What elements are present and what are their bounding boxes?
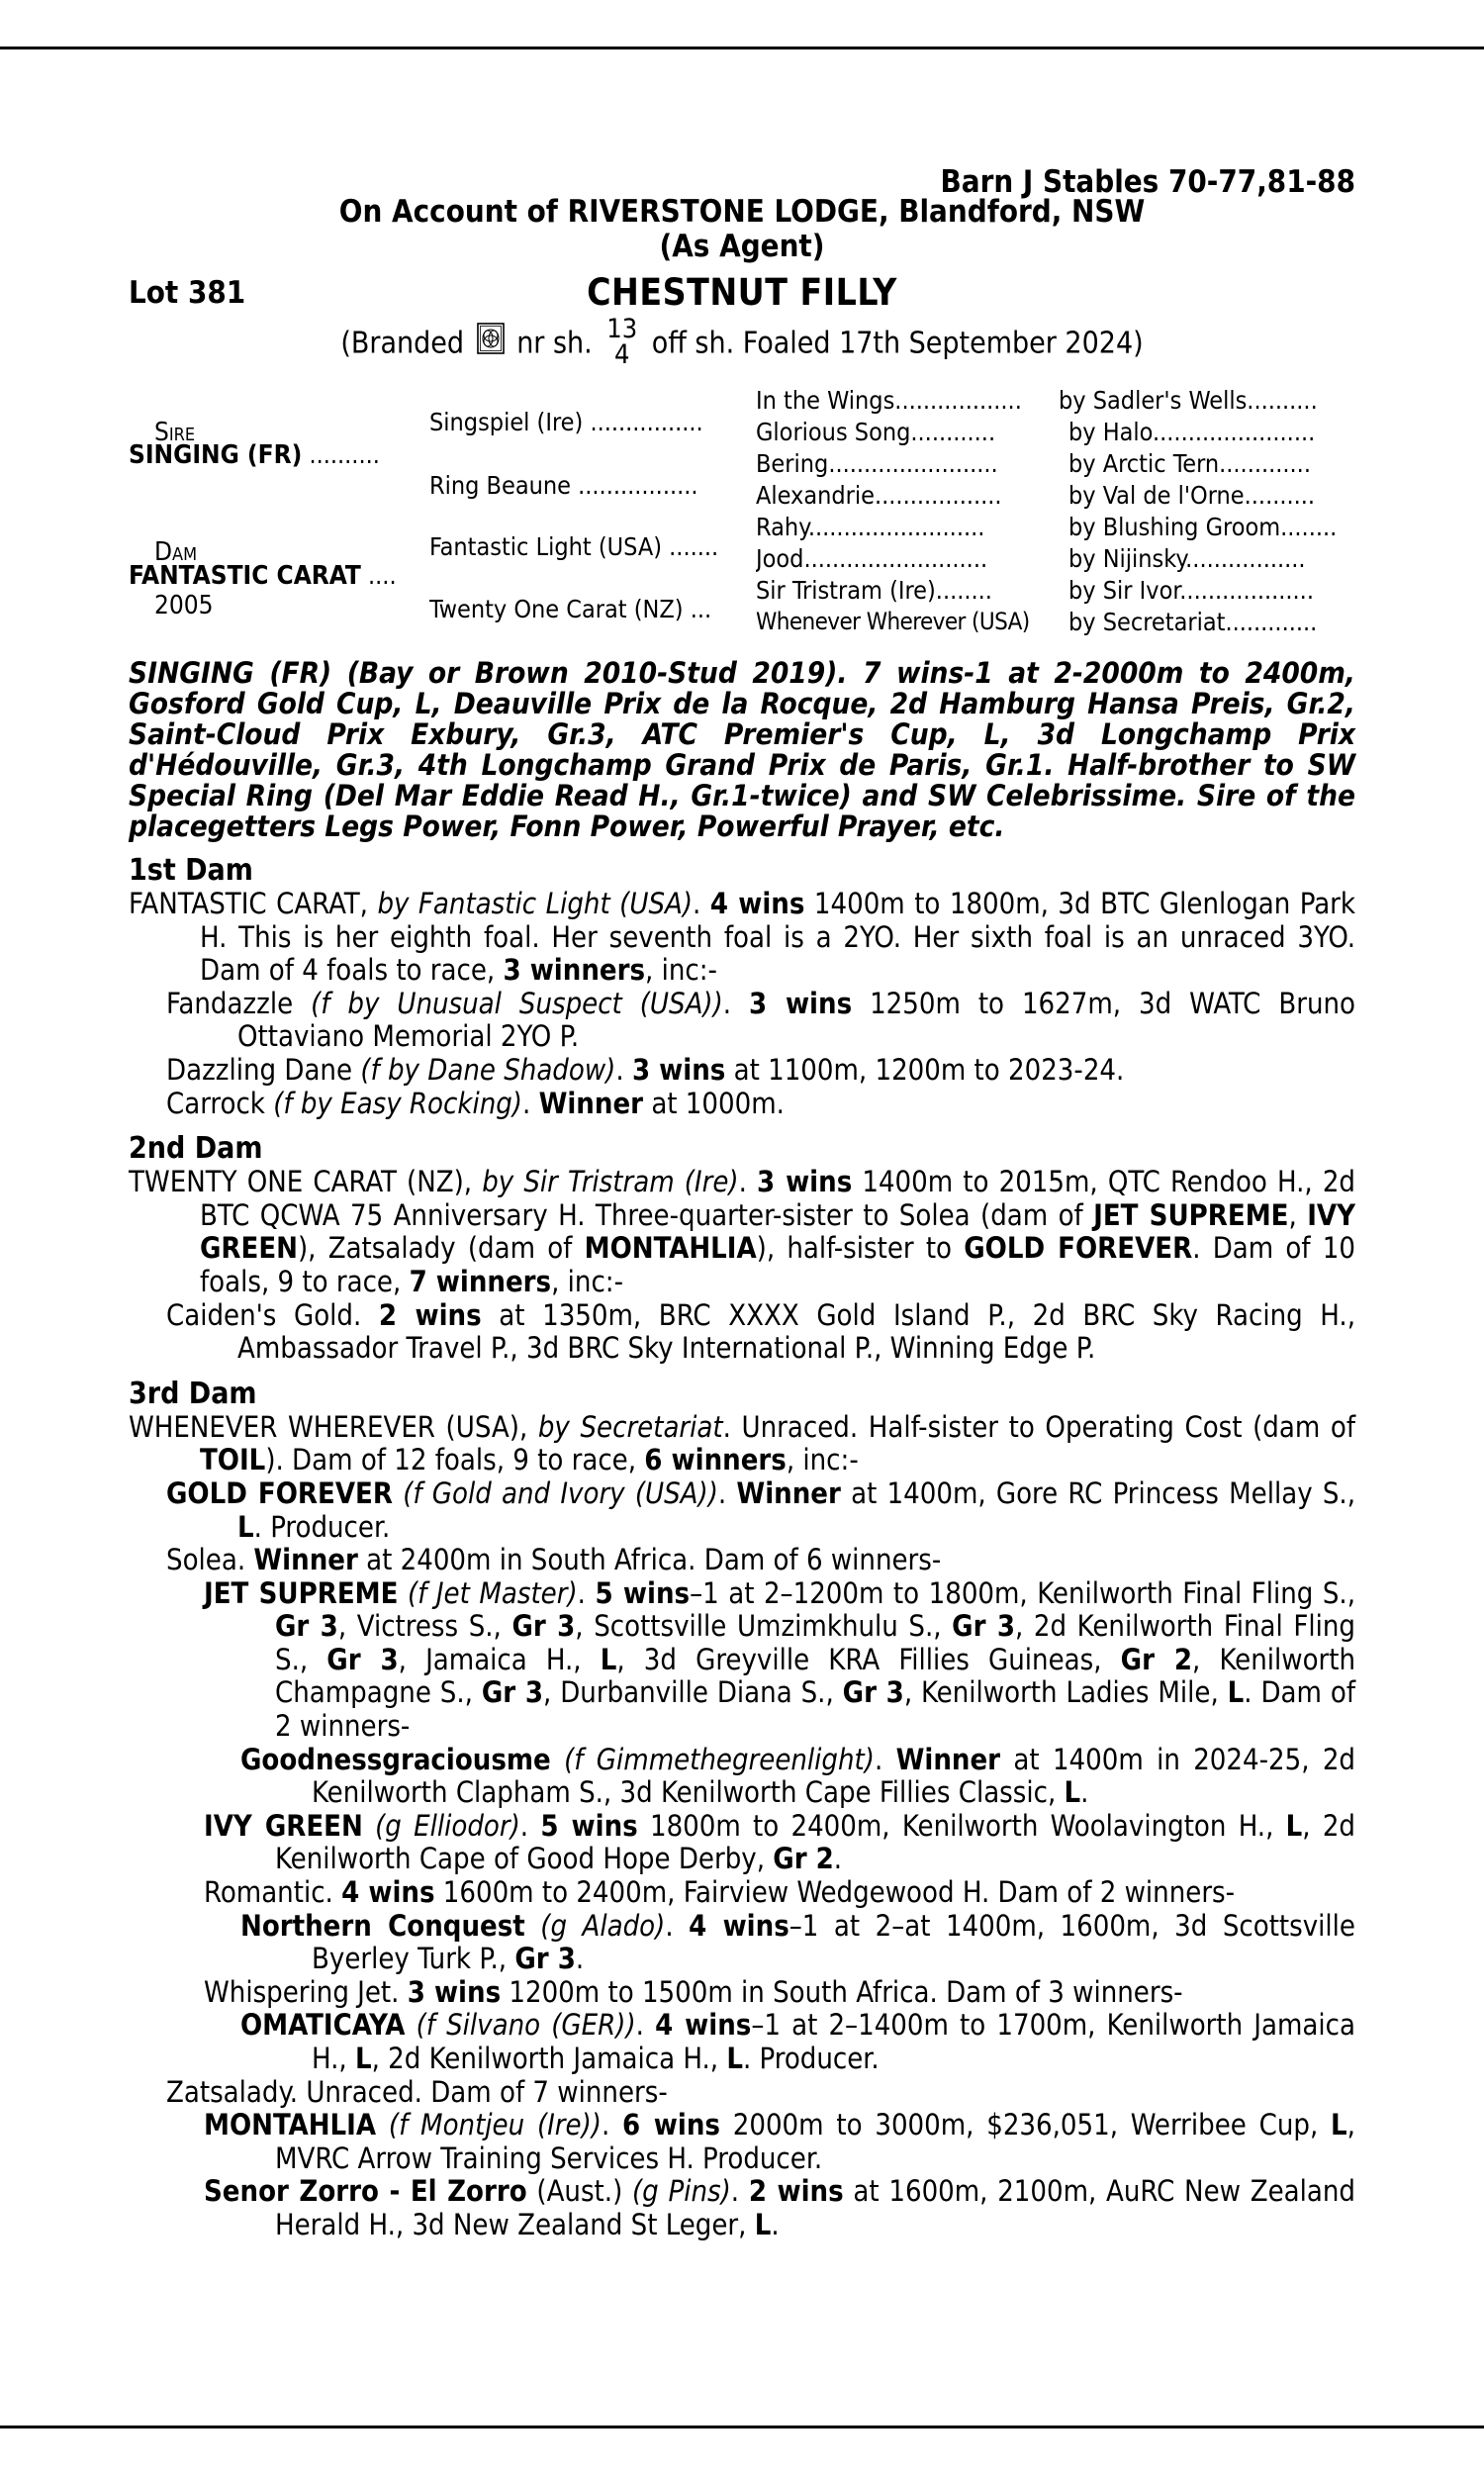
ancestor-dots: ............	[910, 418, 996, 446]
granddam-maternal	[429, 595, 711, 623]
dam-name-row	[129, 561, 397, 591]
pedigree-entry: Zatsalady. Unraced. Dam of 7 winners-	[166, 2074, 668, 2109]
pedigree-entry: Fandazzle (f by Unusual Suspect (USA)). 3 wins 1250m to 1627m, 3d WATC Bruno Ottaviano Memorial 2YO P.	[166, 986, 1356, 1054]
third-gen-6-sire	[1068, 576, 1355, 605]
ancestor-dots: .................	[578, 471, 698, 500]
ancestor-sire: by Blushing Groom	[1068, 513, 1281, 541]
third-gen-3	[756, 481, 1053, 510]
ancestor-name: Whenever Wherever (USA)	[756, 608, 1030, 635]
brand-prefix: (Branded	[340, 326, 465, 361]
ancestor-name: Glorious Song	[756, 418, 911, 446]
ancestor-dots: ........................	[828, 449, 998, 478]
dam-name: FANTASTIC CARAT	[129, 561, 361, 591]
ancestor-dots: ..........................	[803, 544, 988, 573]
third-gen-7	[756, 608, 1068, 635]
pedigree-table	[129, 386, 1355, 645]
third-gen-5	[756, 544, 1053, 573]
granddam-paternal	[429, 471, 698, 500]
pedigree-entry: JET SUPREME (f Jet Master). 5 wins–1 at 2–1200m to 1800m, Kenilworth Final Fling S., Gr 3, Victress S., Gr 3, Scottsville Umzimkhulu S., Gr 3, 2d Kenilworth Final Fling S., Gr 3, Jamaica H., L, 3d Greyville KRA Fillies Guineas, Gr 2, Kenilworth Champagne S., Gr 3, Durbanville Diana S., Gr 3, Kenilworth Ladies Mile, L. Dam of 2 winners-	[204, 1575, 1356, 1744]
agent-line: (As Agent)	[659, 229, 825, 264]
pedigree-entry: Whispering Jet. 3 wins 1200m to 1500m in South Africa. Dam of 3 winners-	[204, 1974, 1183, 2009]
brand-fraction-top: 13	[606, 314, 638, 344]
brand-fraction-bottom: 4	[614, 339, 630, 370]
ancestor-dots: .................	[1185, 544, 1306, 573]
dam-sections	[129, 854, 1355, 2242]
ancestor-sire: by Secretariat	[1068, 608, 1226, 636]
dam-dots: ....	[368, 561, 397, 590]
ancestor-name: Singspiel (Ire)	[429, 408, 584, 436]
brand-fraction	[606, 314, 638, 370]
ancestor-sire: by Val de l'Orne	[1068, 481, 1245, 510]
pedigree-entry: Solea. Winner at 2400m in South Africa. Dam of 6 winners-	[166, 1543, 942, 1577]
ancestor-dots: ........	[1280, 513, 1338, 541]
section-heading: 1st Dam	[129, 853, 253, 888]
pedigree-entry: OMATICAYA (f Silvano (GER)). 4 wins–1 at 2–1400m to 1700m, Kenilworth Jamaica H., L, 2d Kenilworth Jamaica H., L. Producer.	[240, 2008, 1355, 2075]
ancestor-name: Fantastic Light (USA)	[429, 532, 662, 561]
ancestor-dots: ..................	[875, 481, 1002, 510]
brand-suffix: off sh. Foaled 17th September 2024)	[651, 326, 1144, 361]
sire-summary: SINGING (FR) (Bay or Brown 2010-Stud 2019). 7 wins-1 at 2-2000m to 2400m, Gosford Gold Cup, L, Deauville Prix de la Rocque, 2d Hamburg Hansa Preis, Gr.2, Saint-Cloud Prix Exbury, Gr.3, ATC Premier's Cup, L, 3d Longchamp Prix d'Hédouville, Gr.3, 4th Longchamp Grand Prix de Paris, Gr.1. Half-brother to SW Special Ring (Del Mar Eddie Read H., Gr.1-twice) and SW Celebrissime. Sire of the placegetters Legs Power, Fonn Power, Powerful Prayer, etc.	[129, 656, 1355, 843]
barn-location: Barn J Stables 70-77,81-88	[940, 164, 1355, 200]
brand-line	[129, 314, 1355, 370]
third-gen-7-sire	[1068, 608, 1355, 636]
pedigree-entry: Senor Zorro - El Zorro (Aust.) (g Pins). 2 wins at 1600m, 2100m, AuRC New Zealand Herald H., 3d New Zealand St Leger, L.	[204, 2174, 1355, 2241]
ancestor-dots: ..........	[1247, 386, 1318, 415]
third-gen-5-sire	[1068, 544, 1355, 573]
pedigree-entry: IVY GREEN (g Elliodor). 5 wins 1800m to 2400m, Kenilworth Woolavington H., L, 2d Kenilworth Cape of Good Hope Derby, Gr 2.	[204, 1808, 1355, 1876]
ancestor-name: Alexandrie	[756, 481, 875, 510]
pedigree-entry: Northern Conquest (g Alado). 4 wins–1 at 2–at 1400m, 1600m, 3d Scottsville Byerley Turk P., Gr 3.	[240, 1908, 1355, 1976]
ancestor-name: In the Wings	[756, 386, 895, 415]
ancestor-name: Bering	[756, 449, 829, 478]
ancestor-dots: .......	[669, 532, 719, 561]
ancestor-dots: ........	[935, 576, 992, 605]
ancestor-dots: ..........	[1244, 481, 1316, 510]
pedigree-entry: Romantic. 4 wins 1600m to 2400m, Fairview Wedgewood H. Dam of 2 winners-	[204, 1875, 1236, 1910]
third-gen-0	[756, 386, 1063, 415]
ancestor-sire: by Arctic Tern	[1068, 449, 1220, 478]
pedigree-entry: WHENEVER WHEREVER (USA), by Secretariat. Unraced. Half-sister to Operating Cost (dam of TOIL). Dam of 12 foals, 9 to race, 6 winners, inc:-	[129, 1409, 1355, 1477]
ancestor-dots: .............	[1225, 608, 1318, 636]
grandsire-maternal	[429, 532, 718, 561]
sire-name-row	[129, 440, 380, 470]
ancestor-name: Sir Tristram (Ire)	[756, 576, 936, 605]
third-gen-4	[756, 513, 1053, 541]
lot-number: Lot 381	[129, 275, 246, 311]
pedigree-entry: Caiden's Gold. 2 wins at 1350m, BRC XXXX Gold Island P., 2d BRC Sky Racing H., Ambassador Travel P., 3d BRC Sky International P., Winning Edge P.	[166, 1297, 1355, 1366]
top-rule	[0, 47, 1484, 49]
brand-mark-icon	[477, 323, 505, 354]
grandsire-paternal	[429, 408, 703, 436]
sire-dots: ..........	[309, 440, 380, 469]
ancestor-sire: by Nijinsky	[1068, 544, 1186, 573]
ancestor-dots: ..................	[894, 386, 1022, 415]
third-gen-2	[756, 449, 1053, 478]
section-heading: 3rd Dam	[129, 1376, 257, 1411]
third-gen-4-sire	[1068, 513, 1355, 541]
pedigree-entry: Dazzling Dane (f by Dane Shadow). 3 wins at 1100m, 1200m to 2023-24.	[166, 1052, 1125, 1087]
lot-title: CHESTNUT FILLY	[587, 271, 897, 314]
ancestor-dots: ...................	[1179, 576, 1314, 605]
ancestor-name: Jood	[756, 544, 804, 573]
pedigree-entry: Carrock (f by Easy Rocking). Winner at 1000m.	[166, 1086, 785, 1120]
third-gen-1	[756, 418, 1053, 446]
third-gen-0-sire	[1059, 386, 1355, 415]
ancestor-sire: by Halo	[1068, 418, 1153, 446]
bottom-rule	[0, 2426, 1484, 2428]
ancestor-sire: by Sir Ivor	[1068, 576, 1180, 605]
ancestor-dots: ...	[690, 595, 712, 623]
section-heading: 2nd Dam	[129, 1131, 263, 1167]
ancestor-sire: by Sadler's Wells	[1059, 386, 1248, 415]
ancestor-dots: .........................	[807, 513, 985, 541]
ancestor-dots: .......................	[1153, 418, 1316, 446]
catalogue-body	[129, 658, 1355, 2242]
pedigree-entry: TWENTY ONE CARAT (NZ), by Sir Tristram (Ire). 3 wins 1400m to 2015m, QTC Rendoo H., 2d BTC QCWA 75 Anniversary H. Three-quarter-sister to Solea (dam of JET SUPREME, IVY GREEN), Zatsalady (dam of MONTAHLIA), half-sister to GOLD FOREVER. Dam of 10 foals, 9 to race, 7 winners, inc:-	[129, 1165, 1355, 1298]
pedigree-entry: FANTASTIC CARAT, by Fantastic Light (USA). 4 wins 1400m to 1800m, 3d BTC Glenlogan Park H. This is her eighth foal. Her seventh foal is a 2YO. Her sixth foal is an unraced 3YO. Dam of 4 foals to race, 3 winners, inc:-	[129, 887, 1356, 988]
sire-label: Sire	[154, 418, 196, 447]
dam-label: Dam	[154, 537, 198, 567]
dam-year: 2005	[154, 591, 214, 620]
vendor-line: On Account of RIVERSTONE LODGE, Blandford, NSW	[338, 194, 1146, 230]
pedigree-entry: GOLD FOREVER (f Gold and Ivory (USA)). Winner at 1400m, Gore RC Princess Mellay S., L. Producer.	[166, 1475, 1355, 1544]
ancestor-name: Rahy	[756, 513, 808, 541]
third-gen-2-sire	[1068, 449, 1355, 478]
pedigree-entry: MONTAHLIA (f Montjeu (Ire)). 6 wins 2000m to 3000m, $236,051, Werribee Cup, L, MVRC Arrow Training Services H. Producer.	[204, 2108, 1355, 2175]
ancestor-name: Ring Beaune	[429, 471, 571, 500]
third-gen-6	[756, 576, 1053, 605]
pedigree-entry: Goodnessgraciousme (f Gimmethegreenlight). Winner at 1400m in 2024-25, 2d Kenilworth Clapham S., 3d Kenilworth Cape Fillies Classic, L.	[240, 1742, 1355, 1810]
third-gen-1-sire	[1068, 418, 1355, 446]
ancestor-dots: ................	[590, 408, 703, 436]
ancestor-dots: .............	[1219, 449, 1311, 478]
sire-name: SINGING (FR)	[129, 440, 303, 470]
brand-mid: nr sh.	[516, 326, 593, 361]
ancestor-name: Twenty One Carat (NZ)	[429, 595, 684, 623]
third-gen-3-sire	[1068, 481, 1355, 510]
